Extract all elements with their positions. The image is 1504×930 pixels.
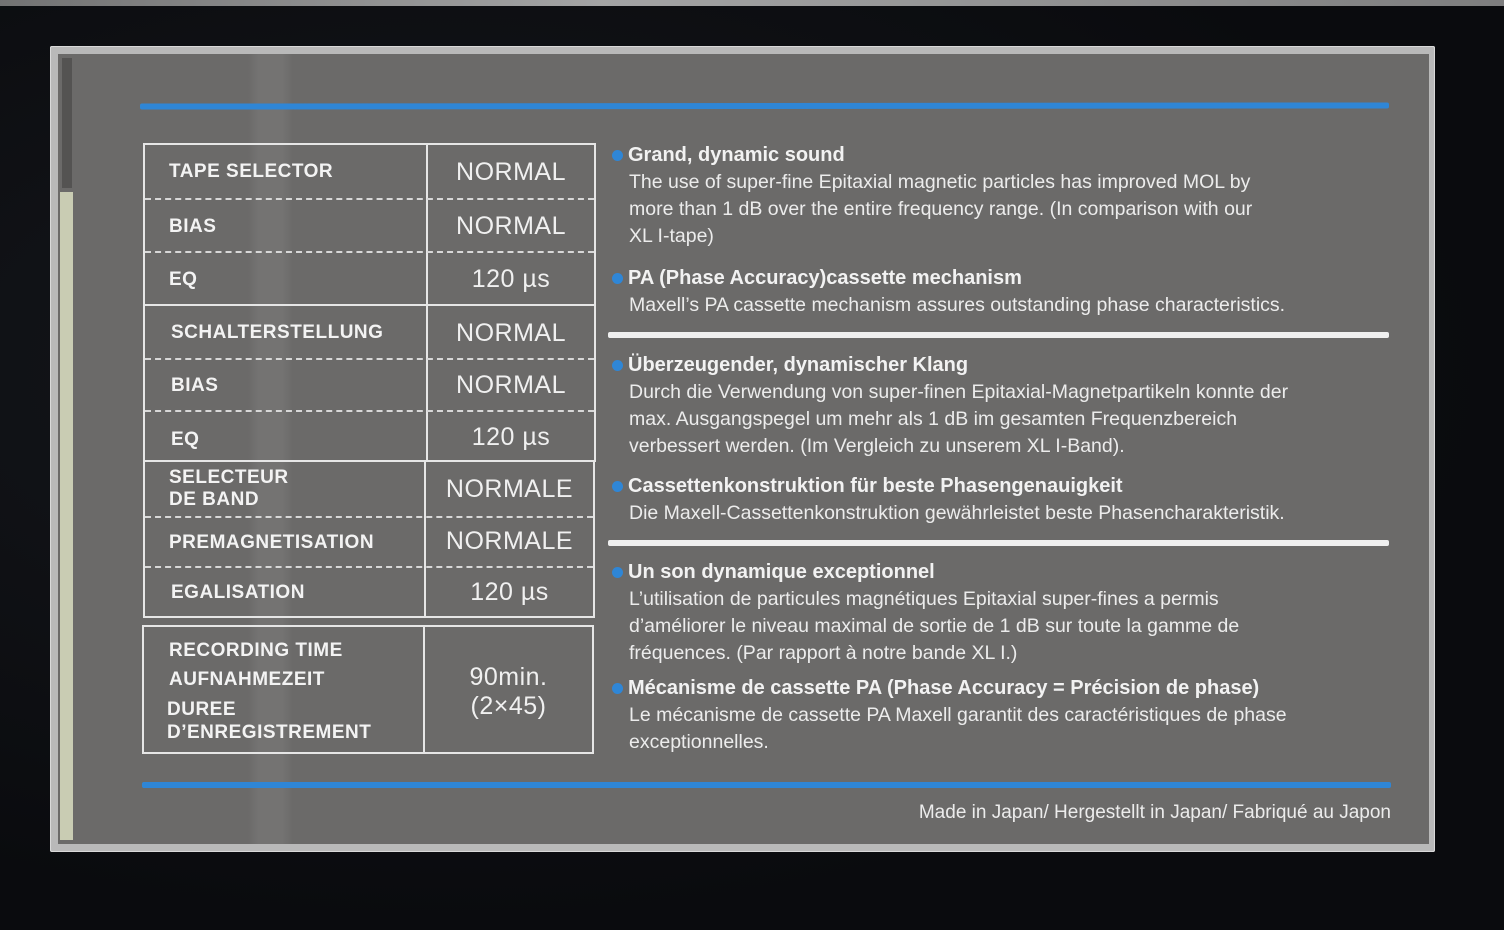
feature-fr-mechanism xyxy=(612,676,1287,756)
spec-row xyxy=(145,145,594,200)
feature-line: fréquences. (Par rapport à notre bande XL I.) xyxy=(629,642,1018,664)
spec-label xyxy=(169,467,289,511)
feature-body xyxy=(629,500,1285,527)
spec-table-french xyxy=(143,460,595,618)
spec-label: BIAS xyxy=(171,375,219,396)
spec-value: NORMAL xyxy=(456,158,566,186)
spec-row xyxy=(145,462,593,518)
spec-value: 120 µs xyxy=(471,265,551,293)
spec-value: 120 µs xyxy=(470,578,549,606)
bullet-dot-icon xyxy=(612,360,623,371)
feature-body xyxy=(629,169,1252,250)
recording-time-value xyxy=(425,663,592,721)
feature-line: d’améliorer le niveau maximal de sortie de 1 dB sur toute la gamme de xyxy=(629,615,1240,637)
top-blue-rule xyxy=(140,102,1389,109)
recording-time-label-en: RECORDING TIME xyxy=(169,640,343,661)
section-divider-white xyxy=(608,332,1389,338)
feature-line: Maxell’s PA cassette mechanism assures outstanding phase characteristics. xyxy=(629,294,1286,316)
feature-title: Cassettenkonstruktion für beste Phasengenauigkeit xyxy=(628,475,1123,497)
feature-title: Un son dynamique exceptionnel xyxy=(628,561,935,583)
bullet-dot-icon xyxy=(612,150,623,161)
spec-value: NORMAL xyxy=(456,371,566,399)
recording-time-sides: (2×45) xyxy=(470,692,547,720)
spec-row xyxy=(145,253,594,306)
feature-title: Überzeugender, dynamischer Klang xyxy=(628,354,969,376)
feature-line: max. Ausgangspegel um mehr als 1 dB im gesamten Frequenzbereich xyxy=(629,408,1238,430)
recording-time-label-de: AUFNAHMEZEIT xyxy=(169,669,325,690)
feature-line: Le mécanisme de cassette PA Maxell garantit des caractéristiques de phase xyxy=(629,704,1287,726)
feature-title: Mécanisme de cassette PA (Phase Accuracy = Précision de phase) xyxy=(628,677,1260,699)
spec-label-line: DE BAND xyxy=(169,489,260,510)
spec-label: PREMAGNETISATION xyxy=(169,532,375,553)
spec-label: BIAS xyxy=(169,216,217,237)
feature-body xyxy=(629,702,1287,756)
bullet-dot-icon xyxy=(612,567,623,578)
recording-time-label-fr-1: DUREE xyxy=(167,699,237,720)
recording-time-box xyxy=(142,625,594,754)
feature-line: XL I-tape) xyxy=(629,225,714,247)
feature-line: Die Maxell-Cassettenkonstruktion gewährleistet beste Phasencharakteristik. xyxy=(629,502,1285,524)
feature-de-mechanism xyxy=(612,474,1285,527)
feature-line: more than 1 dB over the entire frequency range. (In comparison with our xyxy=(629,198,1253,220)
spec-value: NORMAL xyxy=(456,319,566,347)
spec-label-line: SELECTEUR xyxy=(169,467,289,488)
feature-fr-sound xyxy=(612,560,1239,667)
recording-time-label-fr-2: D’ENREGISTREMENT xyxy=(167,722,372,743)
recording-time-minutes: 90min. xyxy=(469,663,548,691)
spec-value: 120 µs xyxy=(471,423,551,451)
spec-row xyxy=(145,360,594,412)
feature-line: L’utilisation de particules magnétiques Epitaxial super-fines a permis xyxy=(629,588,1219,610)
top-edge-reflection xyxy=(0,0,1504,6)
spec-row xyxy=(145,518,593,568)
feature-title: Grand, dynamic sound xyxy=(628,144,845,166)
spec-value: NORMAL xyxy=(456,212,566,240)
feature-en-sound xyxy=(612,143,1252,250)
bullet-dot-icon xyxy=(612,683,623,694)
spec-row xyxy=(145,200,594,253)
spec-value: NORMALE xyxy=(445,475,574,503)
spec-label: EQ xyxy=(169,269,198,290)
spine-strip-dark xyxy=(62,58,72,188)
spec-label: EGALISATION xyxy=(171,582,305,603)
spec-row xyxy=(145,412,594,462)
spec-table-english xyxy=(143,143,596,306)
section-divider-white xyxy=(608,540,1389,546)
feature-body xyxy=(629,379,1288,460)
spec-table-german xyxy=(143,304,596,462)
feature-body xyxy=(629,292,1285,319)
spec-row xyxy=(145,568,593,618)
feature-line: exceptionnelles. xyxy=(629,731,769,753)
bottom-blue-rule xyxy=(142,782,1391,788)
spec-value: NORMALE xyxy=(445,527,574,555)
feature-en-mechanism xyxy=(612,266,1285,319)
feature-line: verbessert werden. (Im Vergleich zu unserem XL I-Band). xyxy=(629,435,1125,457)
spine-strip-cream xyxy=(60,192,73,840)
bullet-dot-icon xyxy=(612,273,623,284)
spec-label: TAPE SELECTOR xyxy=(169,161,334,182)
bullet-dot-icon xyxy=(612,481,623,492)
spec-label: EQ xyxy=(171,429,200,450)
country-of-origin: Made in Japan/ Hergestellt in Japan/ Fabriqué au Japon xyxy=(918,802,1391,823)
feature-title: PA (Phase Accuracy)cassette mechanism xyxy=(628,267,1022,289)
feature-de-sound xyxy=(612,353,1288,460)
spec-row xyxy=(145,306,594,360)
feature-line: Durch die Verwendung von super-finen Epitaxial-Magnetpartikeln konnte der xyxy=(629,381,1289,403)
feature-line: The use of super-fine Epitaxial magnetic particles has improved MOL by xyxy=(629,171,1251,193)
spec-label: SCHALTERSTELLUNG xyxy=(171,322,384,343)
feature-body xyxy=(629,586,1239,667)
